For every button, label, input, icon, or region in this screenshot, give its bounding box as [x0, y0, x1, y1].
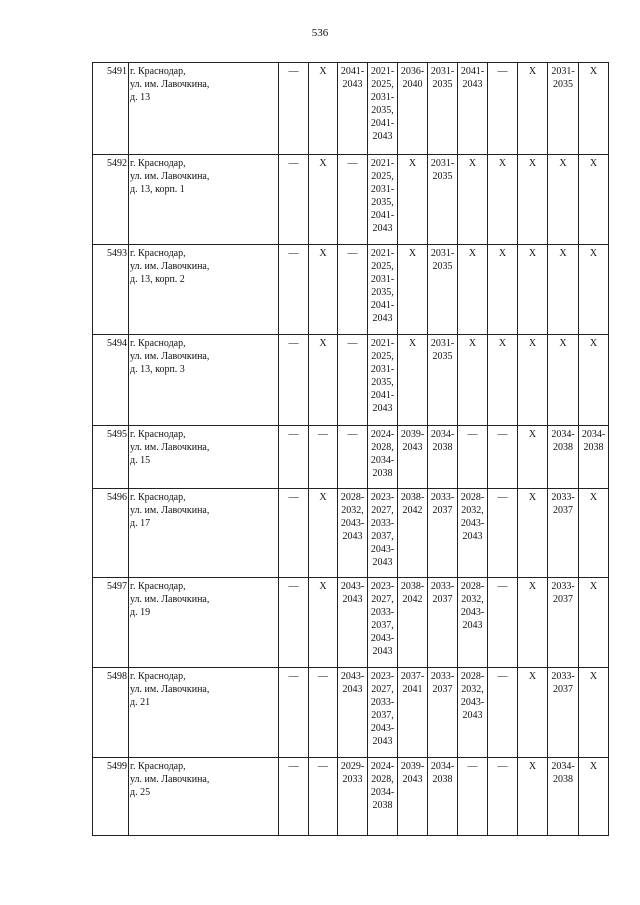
row-number: 5498 [93, 668, 129, 758]
schedule-value: 2034- 2038 [430, 761, 455, 785]
schedule-value: — [318, 671, 328, 682]
schedule-value: — [497, 429, 508, 440]
schedule-value: 2021- 2025, 2031- 2035, 2041- 2043 [370, 248, 395, 324]
schedule-value: — [288, 66, 299, 77]
schedule-cell [548, 426, 579, 489]
schedule-cell [518, 668, 548, 758]
schedule-value: X [468, 248, 477, 259]
schedule-cell [488, 245, 518, 335]
schedule-value: — [288, 761, 299, 772]
schedule-cell [338, 578, 368, 668]
schedule-cell [518, 63, 548, 155]
schedule-cell [458, 578, 488, 668]
row-number: 5496 [93, 489, 129, 578]
schedule-value: X [589, 66, 598, 77]
schedule-value: 2033- 2037 [551, 581, 575, 605]
schedule-value: 2028- 2032, 2043- 2043 [460, 581, 485, 631]
schedule-cell [279, 155, 309, 245]
schedule-cell [368, 335, 398, 426]
schedule-value: 2024- 2028, 2034- 2038 [370, 761, 395, 811]
row-number: 5499 [93, 758, 129, 836]
schedule-value: 2038- 2042 [400, 581, 425, 605]
schedule-cell [579, 489, 609, 578]
schedule-value: X [559, 248, 567, 259]
schedule-cell [309, 578, 338, 668]
table-row [93, 335, 609, 426]
address-text: г. Краснодар, ул. им. Лавочкина, д. 17 [130, 492, 210, 529]
schedule-cell [488, 489, 518, 578]
schedule-value: 2034- 2038 [551, 761, 575, 785]
schedule-value: X [589, 158, 598, 169]
address-cell [129, 668, 279, 758]
table-row [93, 245, 609, 335]
row-number: 5497 [93, 578, 129, 668]
schedule-value: 2043- 2043 [340, 671, 365, 695]
schedule-value: 2028- 2032, 2043- 2043 [340, 492, 365, 542]
address-text: г. Краснодар, ул. им. Лавочкина, д. 25 [130, 761, 210, 798]
schedule-value: X [528, 492, 537, 503]
schedule-value: X [408, 248, 417, 259]
schedule-cell [458, 668, 488, 758]
table-body [93, 63, 609, 836]
schedule-value: X [319, 492, 327, 503]
schedule-value: — [497, 761, 508, 772]
address-cell [129, 758, 279, 836]
schedule-cell [548, 335, 579, 426]
schedule-value: 2031- 2035 [430, 248, 455, 272]
schedule-cell [458, 245, 488, 335]
schedule-cell [338, 668, 368, 758]
address-cell [129, 489, 279, 578]
schedule-value: — [318, 761, 328, 772]
schedule-cell [548, 155, 579, 245]
schedule-value: 2039- 2043 [400, 429, 425, 453]
schedule-value: 2024- 2028, 2034- 2038 [370, 429, 395, 479]
schedule-cell [309, 335, 338, 426]
schedule-cell [368, 155, 398, 245]
schedule-cell [398, 578, 428, 668]
schedule-value: X [468, 338, 477, 349]
schedule-value: X [528, 761, 537, 772]
schedule-cell [458, 758, 488, 836]
schedule-cell [488, 63, 518, 155]
schedule-value: X [319, 581, 327, 592]
schedule-value: X [498, 248, 507, 259]
schedule-cell [338, 335, 368, 426]
schedule-value: 2033- 2037 [430, 671, 455, 695]
schedule-cell [548, 668, 579, 758]
schedule-value: — [497, 581, 508, 592]
address-text: г. Краснодар, ул. им. Лавочкина, д. 19 [130, 581, 210, 618]
schedule-value: X [319, 158, 327, 169]
address-text: г. Краснодар, ул. им. Лавочкина, д. 13, корп. 2 [130, 248, 210, 285]
table-row [93, 578, 609, 668]
schedule-cell [428, 489, 458, 578]
schedule-value: X [589, 492, 598, 503]
schedule-cell [368, 578, 398, 668]
schedule-cell [398, 155, 428, 245]
schedule-value: 2028- 2032, 2043- 2043 [460, 492, 485, 542]
schedule-cell [548, 489, 579, 578]
schedule-cell [398, 245, 428, 335]
schedule-value: — [347, 338, 358, 349]
schedule-cell [458, 63, 488, 155]
schedule-cell [488, 668, 518, 758]
schedule-cell [518, 155, 548, 245]
schedule-value: X [319, 248, 327, 259]
schedule-cell [518, 245, 548, 335]
schedule-cell [398, 63, 428, 155]
schedule-value: 2023- 2027, 2033- 2037, 2043- 2043 [370, 492, 395, 568]
schedule-value: X [408, 158, 417, 169]
schedule-value: X [498, 158, 507, 169]
schedule-cell [488, 578, 518, 668]
schedule-cell [309, 668, 338, 758]
address-cell [129, 578, 279, 668]
address-cell [129, 155, 279, 245]
schedule-value: 2041- 2043 [340, 66, 365, 90]
schedule-cell [488, 426, 518, 489]
address-text: г. Краснодар, ул. им. Лавочкина, д. 13, корп. 1 [130, 158, 210, 195]
address-cell [129, 426, 279, 489]
schedule-cell [398, 489, 428, 578]
schedule-cell [579, 758, 609, 836]
schedule-cell [428, 335, 458, 426]
schedule-cell [279, 578, 309, 668]
schedule-value: 2021- 2025, 2031- 2035, 2041- 2043 [370, 66, 395, 142]
schedule-value: 2028- 2032, 2043- 2043 [460, 671, 485, 721]
schedule-value: 2023- 2027, 2033- 2037, 2043- 2043 [370, 581, 395, 657]
schedule-cell [338, 155, 368, 245]
schedule-cell [309, 245, 338, 335]
table-row [93, 489, 609, 578]
schedule-cell [428, 426, 458, 489]
schedule-cell [398, 758, 428, 836]
schedule-value: X [589, 671, 598, 682]
schedule-value: — [288, 158, 299, 169]
schedule-value: X [528, 248, 537, 259]
schedule-cell [279, 489, 309, 578]
schedule-cell [579, 335, 609, 426]
schedule-cell [309, 426, 338, 489]
schedule-value: — [497, 671, 508, 682]
schedule-value: 2039- 2043 [400, 761, 425, 785]
page-number: 536 [311, 27, 329, 39]
row-number: 5493 [93, 245, 129, 335]
table-row [93, 155, 609, 245]
schedule-value: X [528, 158, 537, 169]
schedule-cell [488, 335, 518, 426]
schedule-cell [279, 426, 309, 489]
schedule-value: 2037- 2041 [400, 671, 425, 695]
row-number: 5492 [93, 155, 129, 245]
schedule-cell [368, 489, 398, 578]
schedule-value: — [347, 158, 358, 169]
schedule-cell [518, 758, 548, 836]
table-row [93, 63, 609, 155]
schedule-cell [488, 155, 518, 245]
schedule-value: 2031- 2035 [430, 66, 455, 90]
schedule-cell [458, 426, 488, 489]
schedule-value: X [319, 66, 327, 77]
schedule-value: X [589, 338, 598, 349]
schedule-cell [279, 758, 309, 836]
schedule-cell [279, 668, 309, 758]
schedule-cell [579, 668, 609, 758]
schedule-cell [518, 578, 548, 668]
address-text: г. Краснодар, ул. им. Лавочкина, д. 15 [130, 429, 210, 466]
schedule-value: 2033- 2037 [430, 581, 455, 605]
schedule-cell [548, 63, 579, 155]
schedule-cell [518, 489, 548, 578]
schedule-value: — [467, 761, 478, 772]
schedule-value: — [347, 248, 358, 259]
schedule-value: 2034- 2038 [581, 429, 606, 453]
schedule-value: X [559, 338, 567, 349]
schedule-value: — [497, 492, 508, 503]
table-row [93, 668, 609, 758]
schedule-cell [428, 63, 458, 155]
schedule-cell [309, 155, 338, 245]
schedule-value: — [288, 338, 299, 349]
schedule-cell [548, 578, 579, 668]
schedule-value: X [528, 338, 537, 349]
schedule-value: 2043- 2043 [340, 581, 365, 605]
schedule-value: 2034- 2038 [551, 429, 575, 453]
schedule-cell [338, 63, 368, 155]
schedule-cell [428, 155, 458, 245]
schedule-cell [368, 63, 398, 155]
schedule-value: — [288, 581, 299, 592]
schedule-value: X [468, 158, 477, 169]
schedule-value: 2034- 2038 [430, 429, 455, 453]
schedule-value: X [589, 761, 598, 772]
schedule-value: X [528, 581, 537, 592]
row-number: 5495 [93, 426, 129, 489]
schedule-cell [279, 63, 309, 155]
schedule-value: X [528, 671, 537, 682]
address-cell [129, 245, 279, 335]
schedule-value: 2023- 2027, 2033- 2037, 2043- 2043 [370, 671, 395, 747]
schedule-cell [398, 335, 428, 426]
schedule-cell [518, 335, 548, 426]
address-text: г. Краснодар, ул. им. Лавочкина, д. 13, корп. 3 [130, 338, 210, 375]
schedule-value: — [288, 671, 299, 682]
schedule-cell [338, 758, 368, 836]
schedule-cell [338, 245, 368, 335]
schedule-value: — [288, 248, 299, 259]
schedule-value: 2031- 2035 [430, 338, 455, 362]
schedule-value: 2033- 2037 [551, 671, 575, 695]
housing-registry-table [92, 62, 609, 836]
row-number: 5494 [93, 335, 129, 426]
schedule-value: 2041- 2043 [460, 66, 485, 90]
schedule-value: X [408, 338, 417, 349]
address-text: г. Краснодар, ул. им. Лавочкина, д. 13 [130, 66, 210, 103]
schedule-cell [579, 245, 609, 335]
schedule-cell [368, 668, 398, 758]
row-number: 5491 [93, 63, 129, 155]
address-cell [129, 335, 279, 426]
schedule-value: X [559, 158, 567, 169]
schedule-value: 2029- 2033 [340, 761, 365, 785]
schedule-value: X [528, 66, 537, 77]
schedule-value: 2033- 2037 [551, 492, 575, 516]
schedule-cell [458, 335, 488, 426]
schedule-cell [309, 63, 338, 155]
schedule-value: 2036- 2040 [400, 66, 425, 90]
schedule-value: 2033- 2037 [430, 492, 455, 516]
schedule-cell [579, 63, 609, 155]
schedule-value: X [589, 248, 598, 259]
schedule-cell [548, 245, 579, 335]
schedule-cell [309, 758, 338, 836]
schedule-value: — [467, 429, 478, 440]
schedule-cell [279, 335, 309, 426]
schedule-cell [428, 668, 458, 758]
schedule-cell [518, 426, 548, 489]
table-row [93, 426, 609, 489]
schedule-cell [428, 578, 458, 668]
schedule-cell [579, 578, 609, 668]
schedule-value: — [288, 429, 299, 440]
schedule-cell [368, 245, 398, 335]
schedule-value: X [528, 429, 537, 440]
schedule-cell [428, 245, 458, 335]
schedule-value: 2038- 2042 [400, 492, 425, 516]
schedule-cell [548, 758, 579, 836]
table-row [93, 758, 609, 836]
schedule-cell [368, 426, 398, 489]
schedule-cell [368, 758, 398, 836]
schedule-cell [309, 489, 338, 578]
schedule-value: 2021- 2025, 2031- 2035, 2041- 2043 [370, 338, 395, 414]
schedule-cell [458, 489, 488, 578]
schedule-cell [398, 668, 428, 758]
schedule-value: X [498, 338, 507, 349]
schedule-value: X [319, 338, 327, 349]
schedule-cell [398, 426, 428, 489]
schedule-value: — [347, 429, 358, 440]
schedule-value: 2031- 2035 [430, 158, 455, 182]
schedule-cell [279, 245, 309, 335]
schedule-value: — [497, 66, 508, 77]
schedule-cell [338, 489, 368, 578]
schedule-value: — [288, 492, 299, 503]
address-text: г. Краснодар, ул. им. Лавочкина, д. 21 [130, 671, 210, 708]
schedule-cell [579, 155, 609, 245]
schedule-cell [579, 426, 609, 489]
schedule-value: 2021- 2025, 2031- 2035, 2041- 2043 [370, 158, 395, 234]
schedule-cell [488, 758, 518, 836]
schedule-value: — [318, 429, 328, 440]
schedule-cell [428, 758, 458, 836]
address-cell [129, 63, 279, 155]
schedule-value: 2031- 2035 [551, 66, 575, 90]
schedule-cell [338, 426, 368, 489]
schedule-value: X [589, 581, 598, 592]
schedule-cell [458, 155, 488, 245]
